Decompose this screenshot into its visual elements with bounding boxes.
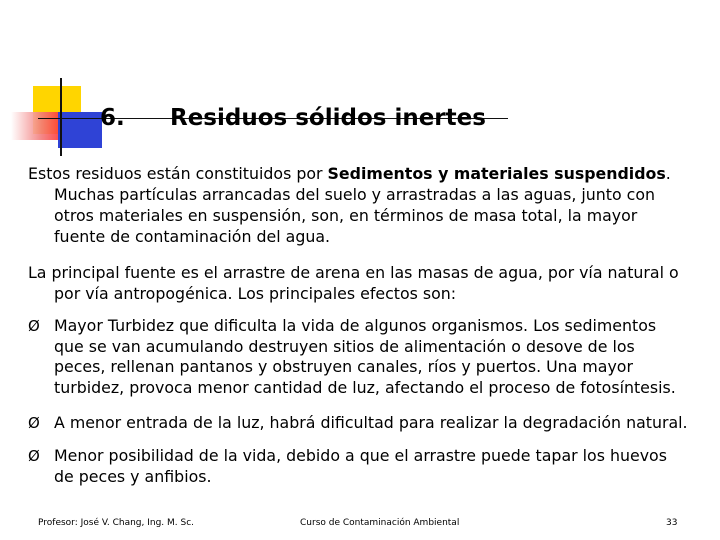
- slide-number: 6.: [100, 105, 125, 131]
- paragraph-intro: [28, 163, 692, 247]
- bullet-line: peces, rellenan pantanos y obstruyen canales, ríos y puertos. Una mayor: [54, 357, 633, 376]
- bullet-line: Mayor Turbidez que dificulta la vida de algunos organismos. Los sedimentos: [54, 316, 657, 335]
- bullet-line: Menor posibilidad de la vida, debido a que el arrastre puede tapar los huevos: [54, 446, 667, 465]
- decor-red-square: [11, 112, 61, 140]
- bullet-line: de peces y anfibios.: [54, 466, 212, 486]
- footer-page-number: 33: [666, 518, 678, 528]
- bullet-line: A menor entrada de la luz, habrá dificultad para realizar la degradación natural.: [54, 413, 688, 432]
- paragraph-sources-line: por vía antropogénica. Los principales efectos son:: [54, 284, 457, 303]
- paragraph-intro-line: otros materiales en suspensión, son, en términos de masa total, la mayor: [54, 206, 638, 225]
- bullet-item-life: [28, 446, 698, 487]
- paragraph-intro-line: fuente de contaminación del agua.: [54, 227, 331, 246]
- paragraph-sources: [28, 262, 692, 304]
- arrow-bullet-icon: Ø: [28, 317, 40, 335]
- paragraph-intro-line: Muchas partículas arrancadas del suelo y arrastradas a las aguas, junto con: [54, 185, 656, 204]
- arrow-bullet-icon: Ø: [28, 447, 40, 465]
- bullet-item-turbidity: [28, 316, 698, 398]
- paragraph-intro-first-line: [28, 163, 692, 184]
- paragraph-intro-suffix: .: [665, 164, 671, 183]
- paragraph-sources-line: La principal fuente es el arrastre de arena en las masas de agua, por vía natural o: [28, 263, 679, 282]
- paragraph-intro-prefix: Estos residuos están constituidos por: [28, 164, 328, 183]
- bullet-line: que se van acumulando destruyen sitios de alimentación o desove de los: [54, 336, 635, 356]
- footer-course: Curso de Contaminación Ambiental: [300, 518, 460, 528]
- decor-vertical-line: [60, 78, 62, 156]
- bullet-line: turbidez, provoca menor cantidad de luz, afectando el proceso de fotosíntesis.: [54, 377, 676, 397]
- slide-title: Residuos sólidos inertes: [170, 105, 486, 131]
- bullet-item-light: [28, 413, 698, 434]
- paragraph-intro-emphasis: Sedimentos y materiales suspendidos: [327, 164, 666, 183]
- footer-author: Profesor: José V. Chang, Ing. M. Sc.: [38, 518, 195, 528]
- arrow-bullet-icon: Ø: [28, 414, 40, 432]
